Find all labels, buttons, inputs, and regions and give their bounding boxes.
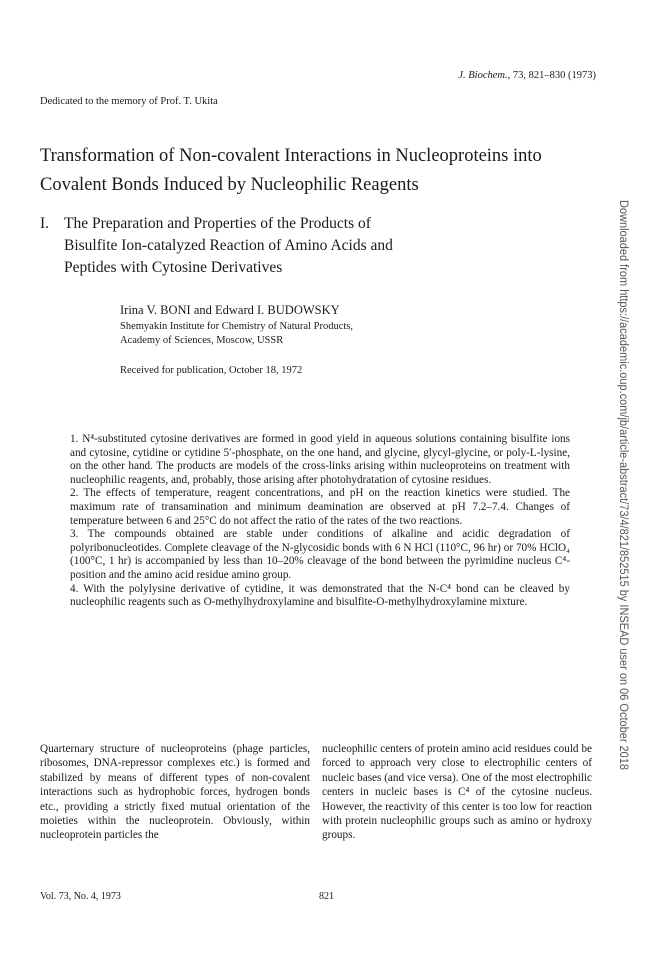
received-date: Received for publication, October 18, 1972 [120, 365, 303, 376]
watermark-svg [613, 200, 633, 797]
body-column-left [40, 742, 310, 843]
body-column-right [322, 742, 592, 843]
subtitle-line-2: Bisulfite Ion-catalyzed Reaction of Amino Acids and [64, 237, 393, 254]
affiliation [120, 320, 353, 347]
affiliation-line-2: Academy of Sciences, Moscow, USSR [120, 334, 284, 346]
authors: Irina V. BONI and Edward I. BUDOWSKY [120, 303, 340, 317]
download-watermark [613, 200, 633, 797]
abstract-item-2: 2. The effects of temperature, reagent concentrations, and pH on the reaction kinetics were studied. The maximum rate of transamination and minimum deamination are observed at pH 7.2–7.4. Changes of temperature between 6 and 25°C do not affect the ratio of the rates of the two reactions. [70, 487, 570, 527]
abstract-item-3: 3. The compounds obtained are stable under conditions of alkaline and acidic degradation of polyribonucleotides. Complete cleavage of the N-glycosidic bonds with 6 N HCl (110°C, 96 hr) or 70% HClO₄ (100°C, 1 hr) is accompanied by less than 10–20% cleavage of the bond between the pyrimidine nucleus C⁴-position and the amino acid residue amino group. [70, 528, 570, 581]
watermark-text: Downloaded from https://academic.oup.com/jb/article-abstract/73/4/821/852515 by INSEAD user on 06 October 2018 [617, 200, 629, 797]
dedication: Dedicated to the memory of Prof. T. Ukita [40, 96, 218, 107]
citation-details: , 73, 821–830 (1973) [507, 70, 596, 81]
subtitle-line-3: Peptides with Cytosine Derivatives [64, 259, 283, 276]
body-text-left: Quarternary structure of nucleoproteins (phage particles, ribosomes, DNA-repressor complexes etc.) is formed and stabilized by means of different types of non-covalent interactions such as hydrophobic forces, hydrogen bonds etc., providing a strictly fixed mutual orientation of the moieties within the nucleoprotein. Obviously, within nucleoprotein particles the [40, 743, 310, 842]
paper-title [40, 142, 600, 200]
subtitle-line-1: The Preparation and Properties of the Products of [64, 215, 371, 232]
subtitle-number: I. [40, 215, 50, 232]
abstract-item-4: 4. With the polylysine derivative of cytidine, it was demonstrated that the N-C⁴ bond can be cleaved by nucleophilic reagents such as O-methylhydroxylamine and bisulfite-O-methylhydroxylamine mixture. [70, 582, 570, 609]
body-text-right: nucleophilic centers of protein amino acid residues could be forced to approach very close to electrophilic centers of nucleic bases (and vice versa). One of the most electrophilic centers in nucleic bases is C⁴ of the cytosine nucleus. However, the reactivity of this center is too low for reaction with protein nucleophilic groups such as amino or hydroxy groups. [322, 743, 592, 842]
page-number: 821 [319, 891, 334, 902]
abstract [70, 433, 570, 610]
title-line-1: Transformation of Non-covalent Interactions in Nucleoproteins into [40, 146, 542, 166]
abstract-item-1: 1. N⁴-substituted cytosine derivatives are formed in good yield in aqueous solutions containing bisulfite ions and cytosine, cytidine or cytidine 5′-phosphate, on the one hand, and glycine, glycyl-glycine, or poly-L-lysine, on the other hand. The products are models of the cross-links arising within nucleoproteins on treatment with nucleophilic reagents, and, probably, those arising after photohydratation of cytosine residues. [70, 433, 570, 486]
journal-citation [458, 70, 596, 81]
affiliation-line-1: Shemyakin Institute for Chemistry of Natural Products, [120, 321, 354, 332]
paper-subtitle [40, 213, 540, 279]
title-line-2: Covalent Bonds Induced by Nucleophilic Reagents [40, 175, 419, 195]
journal-name: J. Biochem. [458, 70, 508, 81]
footer-volume: Vol. 73, No. 4, 1973 [40, 891, 121, 902]
